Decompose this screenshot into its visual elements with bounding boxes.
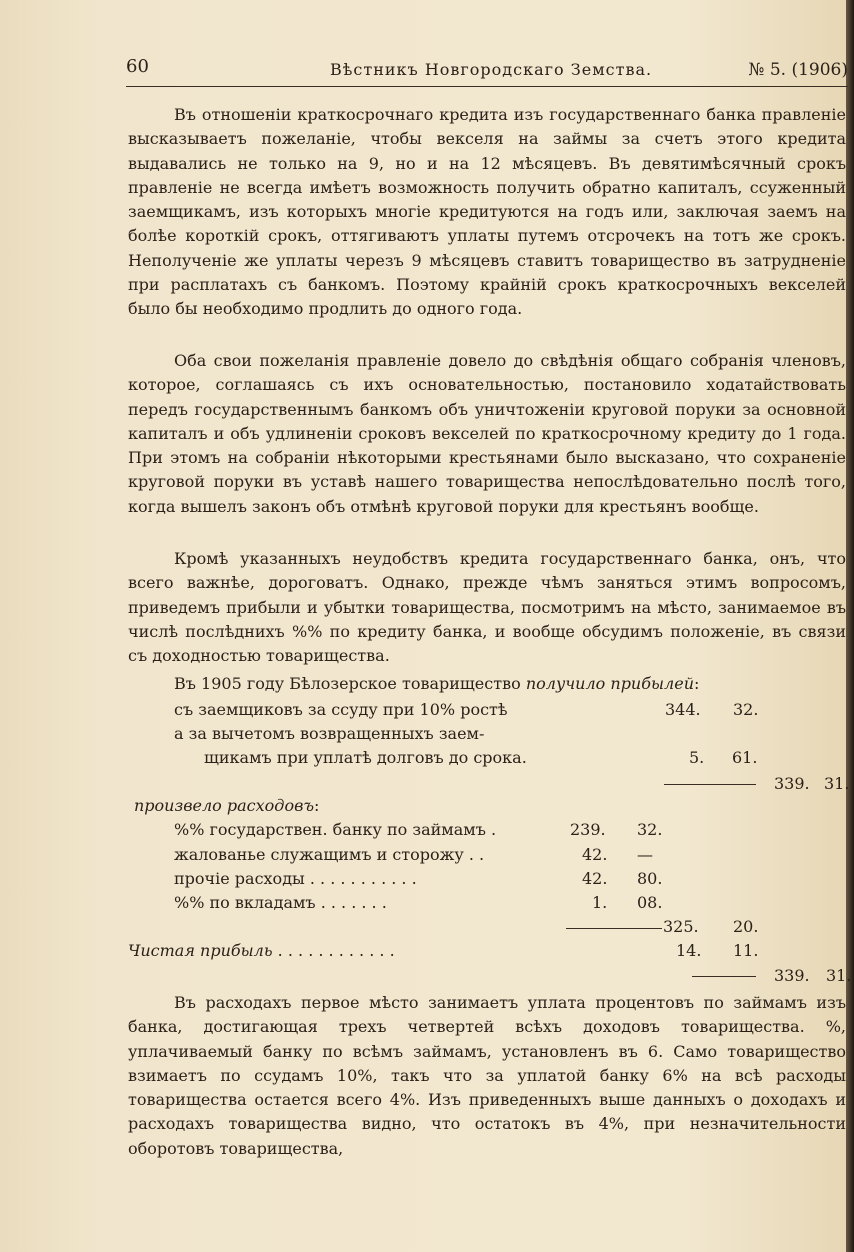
expense-bank-interest-rubles: 239.: [570, 820, 606, 839]
net-profit-rubles: 14.: [676, 941, 702, 960]
expense-other-rubles: 42.: [582, 869, 608, 888]
expense-row-salaries: жалованье служащимъ и сторожу . .: [174, 845, 485, 864]
grand-total-kopeks: 31.: [826, 966, 852, 985]
refund-rubles: 5.: [689, 748, 705, 767]
net-profit-label: Чистая прибыль: [128, 941, 273, 960]
expenses-heading-text: произвело расходовъ: [134, 796, 315, 815]
paragraph-short-term-credit: Въ отношеніи краткосрочнаго кредита изъ государственнаго банка правленіе высказываетъ пожеланіе, чтобы векселя на займы за счетъ этого кредита выдавались не только на 9, но и на 12 мѣсяцевъ. Въ девятимѣсячный срокъ правленіе не всегда имѣетъ возможность получить обратно капиталъ, ссуженный заемщикамъ, изъ которыхъ многіе кредитуются на годъ или, заключая заемъ на болѣе короткій срокъ, оттягиваютъ уплаты путемъ отсрочекъ на тотъ же срокъ. Неполученіе же уплаты черезъ 9 мѣсяцевъ ставитъ товарищество въ затрудненіе при расплатахъ съ банкомъ. Поэтому крайній срокъ краткосрочныхъ векселей было бы необходимо продлить до одного года.: [128, 105, 846, 319]
expense-row-other: прочіе расходы . . . . . . . . . . .: [174, 869, 417, 888]
accounts-intro: [174, 674, 699, 693]
expense-other-kopeks: 80.: [637, 869, 663, 888]
income-total-kopeks: 31.: [824, 774, 850, 793]
expense-total-kopeks: 20.: [733, 917, 759, 936]
page-number: 60: [126, 56, 149, 77]
income-label: съ заемщиковъ за ссуду при 10% ростѣ: [174, 700, 508, 719]
expense-bank-interest-kopeks: 32.: [637, 820, 663, 839]
expense-salaries-rubles: 42.: [582, 845, 608, 864]
issue-number: № 5. (1906): [748, 60, 848, 80]
expense-deposit-interest-kopeks: 08.: [637, 893, 663, 912]
accounts-intro-colon: :: [694, 674, 700, 693]
grand-total-rubles: 339.: [774, 966, 810, 985]
income-rubles: 344.: [665, 700, 701, 719]
net-profit-kopeks: 11.: [733, 941, 759, 960]
expense-sum-rule: [566, 928, 662, 929]
net-profit-row: [128, 941, 395, 960]
accounts-intro-text: Въ 1905 году Бѣлозерское товарищество: [174, 674, 526, 693]
expenses-heading: [134, 796, 319, 815]
income-total-rubles: 339.: [774, 774, 810, 793]
refund-label-line1: а за вычетомъ возвращенныхъ заем-: [174, 724, 485, 743]
book-spine: [846, 0, 854, 1252]
running-header: [126, 52, 848, 87]
expense-row-deposit-interest: %% по вкладамъ . . . . . . .: [174, 893, 387, 912]
expense-row-bank-interest: %% государствен. банку по займамъ .: [174, 820, 497, 839]
income-kopeks: 32.: [733, 700, 759, 719]
expense-salaries-kopeks: —: [637, 845, 653, 864]
income-sum-rule: [664, 784, 756, 785]
paragraph-expenses-analysis: Въ расходахъ первое мѣсто занимаетъ уплата процентовъ по займамъ изъ банка, достигающая трехъ четвертей всѣхъ доходовъ товарищества. %, уплачиваемый банку по всѣмъ займамъ, установленъ въ 6. Само товарищество взимаетъ по ссудамъ 10%, такъ что за уплатой банку 6% на всѣ расходы товарищества остается всего 4%. Изъ приведенныхъ выше данныхъ о доходахъ и расходахъ товарищества видно, что остатокъ въ 4%, при незначительности оборотовъ товарищества,: [128, 993, 846, 1158]
paragraph-cost-of-credit: Кромѣ указанныхъ неудобствъ кредита государственнаго банка, онъ, что всего важнѣе, дороговатъ. Однако, прежде чѣмъ заняться этимъ вопросомъ, приведемъ прибыли и убытки товарищества, посмотримъ на мѣсто, занимаемое въ числѣ послѣднихъ %% по кредиту банка, и вообще обсудимъ положеніе, въ связи съ доходностью товарищества.: [128, 549, 846, 666]
paragraph-general-meeting: Оба свои пожеланія правленіе довело до свѣдѣнія общаго собранія членовъ, которое, соглашаясь съ ихъ основательностью, постановило ходатайствовать передъ государственнымъ банкомъ объ уничтоженіи круговой поруки за основной капиталъ и объ удлиненіи сроковъ векселей по краткосрочному кредиту до 1 года. При этомъ на собраніи нѣкоторыми крестьянами было высказано, что сохраненіе круговой поруки въ уставѣ нашего товарищества непослѣдовательно послѣ того, когда вышелъ законъ объ отмѣнѣ круговой поруки для крестьянъ вообще.: [128, 351, 846, 516]
journal-title: Вѣстникъ Новгородскаго Земства.: [330, 60, 653, 79]
grand-total-rule: [692, 976, 756, 977]
refund-kopeks: 61.: [732, 748, 758, 767]
refund-label-line2: щикамъ при уплатѣ долговъ до срока.: [204, 748, 527, 767]
expense-total-rubles: 325.: [663, 917, 699, 936]
expense-deposit-interest-rubles: 1.: [592, 893, 608, 912]
expenses-heading-colon: :: [314, 796, 320, 815]
net-profit-leader-dots: . . . . . . . . . . . .: [277, 941, 395, 960]
accounts-intro-italic: получило прибылей: [525, 674, 694, 693]
